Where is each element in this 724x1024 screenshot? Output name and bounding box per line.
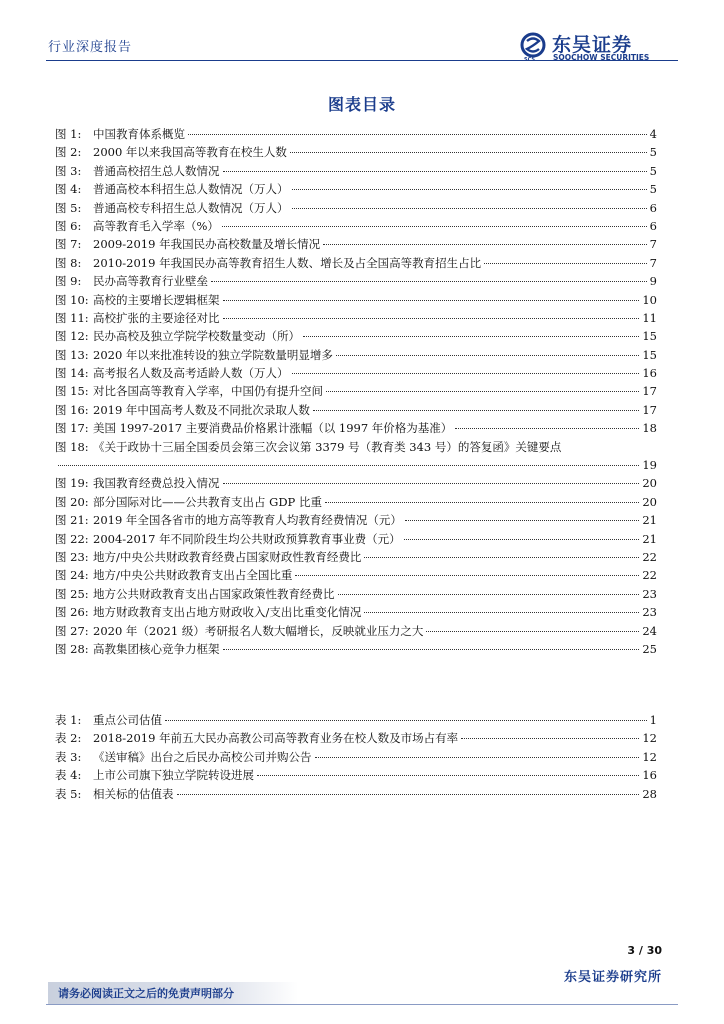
dot-leader [323, 243, 647, 245]
table-entry-number: 表 3: [55, 749, 82, 764]
figure-entry-title: 中国教育体系概览 [93, 127, 185, 141]
disclaimer-text: 请务必阅读正文之后的免责声明部分 [58, 987, 234, 1000]
figure-entry-number: 图 25: [55, 586, 89, 601]
figure-entry-label [55, 474, 220, 492]
figure-entry-page: 19 [642, 458, 657, 473]
figure-entry-page: 5 [649, 182, 657, 197]
figure-entry-page: 5 [649, 145, 657, 160]
figure-entry-number: 图 18: [55, 439, 89, 454]
figure-list [55, 125, 657, 658]
table-entry[interactable] [55, 729, 657, 747]
logo-sub-text: SCS [524, 57, 535, 63]
figure-entry-number: 图 11: [55, 310, 89, 325]
figure-entry-label [55, 364, 289, 382]
figure-entry-number: 图 28: [55, 641, 89, 656]
figure-entry-number: 图 4: [55, 182, 82, 197]
figure-entry-title: 民办高校及独立学院学校数量变动（所） [93, 329, 300, 344]
table-entry-number: 表 2: [55, 731, 82, 746]
figure-entry-number: 图 2: [55, 145, 82, 160]
figure-entry-page: 7 [649, 255, 657, 270]
dot-leader [461, 737, 639, 739]
figure-entry-label [55, 235, 320, 253]
figure-entry-page: 21 [642, 513, 657, 528]
table-entry-page: 12 [642, 731, 657, 746]
figure-entry-number: 图 10: [55, 292, 89, 307]
dot-leader [336, 354, 639, 356]
figure-entry-title: 2010-2019 年我国民办高等教育招生人数、增长及占全国高等教育招生占比 [93, 255, 482, 270]
figure-entry-continuation[interactable] [55, 456, 657, 474]
figure-entry-number: 图 7: [55, 237, 82, 252]
figure-entry-title: 2019 年全国各省市的地方高等教育人均教育经费情况（元） [93, 513, 402, 528]
figure-entry-label [55, 272, 208, 290]
table-entry-label [55, 785, 174, 803]
table-entry[interactable] [55, 748, 657, 766]
figure-entry-number: 图 20: [55, 494, 89, 509]
table-entry-page: 28 [642, 786, 657, 801]
figure-entry-label [55, 511, 402, 529]
dot-leader [165, 719, 647, 721]
dot-leader [188, 133, 647, 135]
figure-entry-number: 图 12: [55, 329, 89, 344]
dot-leader [326, 390, 639, 392]
table-entry[interactable] [55, 711, 657, 729]
figure-entry-title: 高等教育毛入学率（%） [93, 218, 219, 233]
figure-entry[interactable] [55, 143, 657, 161]
figure-entry-label [55, 493, 322, 511]
figure-entry-page: 20 [642, 494, 657, 509]
figure-entry[interactable] [55, 530, 657, 548]
figure-entry-title: 《关于政协十三届全国委员会第三次会议第 3379 号（教育类 343 号）的答复函》关键要点 [93, 439, 562, 454]
figure-entry-page: 15 [642, 347, 657, 362]
figure-entry[interactable] [55, 548, 657, 566]
figure-entry-title: 普通高校招生总人数情况 [93, 163, 220, 178]
figure-entry-page: 17 [642, 402, 657, 417]
figure-entry-title: 2019 年中国高考人数及不同批次录取人数 [93, 402, 310, 417]
figure-entry-number: 图 8: [55, 255, 82, 270]
figure-entry-label [55, 162, 220, 180]
table-entry-title: 上市公司旗下独立学院转设进展 [93, 768, 254, 783]
figure-entry-label [55, 309, 220, 327]
figure-entry-title: 2009-2019 年我国民办高校数量及增长情况 [93, 237, 321, 252]
figure-entry-page: 4 [649, 127, 657, 141]
figure-entry-number: 图 13: [55, 347, 89, 362]
figure-entry[interactable] [55, 346, 657, 364]
dot-leader [290, 151, 647, 153]
figure-entry-number: 图 14: [55, 366, 89, 381]
figure-entry-page: 25 [642, 641, 657, 656]
figure-entry-number: 图 1: [55, 127, 82, 141]
figure-entry-page: 11 [642, 310, 657, 325]
dot-leader [426, 630, 639, 632]
figure-entry-number: 图 9: [55, 274, 82, 289]
figure-entry-title: 普通高校专科招生总人数情况（万人） [93, 200, 289, 215]
figure-entry[interactable] [55, 419, 657, 437]
figure-entry-title: 2004-2017 年不同阶段生均公共财政预算教育事业费（元） [93, 531, 401, 546]
figure-entry-title: 2020 年以来批准转设的独立学院数量明显增多 [93, 347, 333, 362]
table-entry-title: 《送审稿》出台之后民办高校公司并购公告 [93, 749, 312, 764]
figure-entry-title: 地方/中央公共财政教育经费占国家财政性教育经费比 [93, 549, 362, 564]
figure-entry[interactable] [55, 162, 657, 180]
table-entry-number: 表 1: [55, 713, 82, 727]
dot-leader [325, 501, 639, 503]
dot-leader [303, 335, 639, 337]
figure-entry-label [55, 622, 423, 640]
dot-leader [58, 464, 639, 466]
figure-entry-label [55, 291, 220, 309]
figure-entry[interactable] [55, 438, 657, 456]
footer-divider [46, 1004, 678, 1005]
figure-entry-number: 图 5: [55, 200, 82, 215]
figure-entry[interactable] [55, 401, 657, 419]
figure-entry[interactable] [55, 511, 657, 529]
figure-entry-title: 高考报名人数及高考适龄人数（万人） [93, 366, 289, 381]
figure-entry-title: 地方财政教育支出占地方财政收入/支出比重变化情况 [93, 605, 362, 620]
table-entry-label [55, 711, 162, 729]
page-title: 图表目录 [327, 95, 396, 114]
figure-entry-page: 17 [642, 384, 657, 399]
figure-entry[interactable] [55, 199, 657, 217]
figure-entry-label [55, 438, 561, 456]
figure-entry-number: 图 21: [55, 513, 89, 528]
table-entry-page: 1 [649, 713, 657, 727]
figure-entry[interactable] [55, 382, 657, 400]
figure-entry[interactable] [55, 474, 657, 492]
dot-leader [292, 188, 647, 190]
figure-entry-page: 6 [649, 200, 657, 215]
dot-leader [455, 427, 639, 429]
figure-entry-title: 高校扩张的主要途径对比 [93, 310, 220, 325]
dot-leader [211, 280, 647, 282]
table-entry-page: 16 [642, 768, 657, 783]
dot-leader [257, 774, 639, 776]
figure-entry-number: 图 6: [55, 218, 82, 233]
figure-entry[interactable] [55, 309, 657, 327]
figure-entry-number: 图 24: [55, 568, 89, 583]
dot-leader [338, 593, 640, 595]
report-category: 行业深度报告 [48, 40, 133, 55]
figure-entry-label [55, 548, 361, 566]
figure-entry-page: 7 [649, 237, 657, 252]
figure-entry-title: 我国教育经费总投入情况 [93, 476, 220, 491]
page-number: 3 / 30 [627, 944, 662, 957]
figure-entry-title: 民办高等教育行业壁垒 [93, 274, 208, 289]
figure-entry-number: 图 15: [55, 384, 89, 399]
figure-entry[interactable] [55, 272, 657, 290]
figure-entry-number: 图 27: [55, 623, 89, 638]
figure-entry[interactable] [55, 125, 657, 143]
figure-entry-label [55, 603, 361, 621]
figure-entry-label [55, 143, 287, 161]
figure-entry[interactable] [55, 217, 657, 235]
figure-entry-label [55, 382, 323, 400]
figure-entry-title: 美国 1997-2017 主要消费品价格累计涨幅（以 1997 年价格为基准） [93, 421, 453, 436]
table-entry-title: 2018-2019 年前五大民办高教公司高等教育业务在校人数及市场占有率 [93, 731, 459, 746]
figure-entry-number: 图 23: [55, 549, 89, 564]
figure-entry-label [55, 327, 300, 345]
figure-entry-title: 高校的主要增长逻辑框架 [93, 292, 220, 307]
dot-leader [364, 556, 639, 558]
dot-leader [223, 648, 640, 650]
figure-entry[interactable] [55, 566, 657, 584]
table-list [55, 711, 657, 803]
figure-entry-page: 22 [642, 568, 657, 583]
figure-entry-label [55, 346, 333, 364]
figure-entry-title: 部分国际对比——公共教育支出占 GDP 比重 [93, 494, 322, 509]
table-entry-title: 重点公司估值 [93, 713, 162, 727]
figure-entry-label [55, 254, 481, 272]
dot-leader [292, 207, 647, 209]
figure-entry-label [55, 585, 335, 603]
figure-entry-title: 高教集团核心竞争力框架 [93, 641, 220, 656]
figure-entry-page: 24 [642, 623, 657, 638]
company-logo [520, 30, 680, 62]
figure-entry-page: 6 [649, 218, 657, 233]
dot-leader [223, 317, 640, 319]
figure-entry-label [55, 199, 289, 217]
figure-entry-page: 22 [642, 549, 657, 564]
table-entry[interactable] [55, 766, 657, 784]
figure-entry[interactable] [55, 585, 657, 603]
figure-entry-page: 16 [642, 366, 657, 381]
figure-entry-page: 9 [649, 274, 657, 289]
figure-entry-number: 图 3: [55, 163, 82, 178]
table-entry-label [55, 729, 458, 747]
figure-entry-page: 23 [642, 586, 657, 601]
figure-entry[interactable] [55, 493, 657, 511]
figure-entry-page: 5 [649, 163, 657, 178]
figure-entry-title: 2020 年（2021 级）考研报名人数大幅增长，反映就业压力之大 [93, 623, 424, 638]
figure-entry-label [55, 419, 452, 437]
figure-entry-label [55, 125, 185, 143]
footer-organization: 东吴证券研究所 [563, 970, 662, 985]
figure-entry[interactable] [55, 235, 657, 253]
figure-entry[interactable] [55, 327, 657, 345]
dot-leader [177, 793, 640, 795]
dot-leader [405, 519, 639, 521]
figure-entry-label [55, 401, 310, 419]
figure-entry-title: 2000 年以来我国高等教育在校生人数 [93, 145, 287, 160]
figure-entry-title: 地方/中央公共财政教育支出占全国比重 [93, 568, 293, 583]
figure-entry[interactable] [55, 603, 657, 621]
figure-entry[interactable] [55, 291, 657, 309]
dot-leader [223, 299, 640, 301]
figure-entry-label [55, 180, 289, 198]
disclaimer-band [48, 982, 298, 1004]
figure-entry[interactable] [55, 254, 657, 272]
dot-leader [223, 170, 647, 172]
dot-leader [222, 225, 647, 227]
table-entry[interactable] [55, 785, 657, 803]
dot-leader [484, 262, 647, 264]
figure-entry-page: 23 [642, 605, 657, 620]
header-divider [46, 60, 678, 61]
dot-leader [292, 372, 640, 374]
figure-entry-label [55, 566, 292, 584]
logo-mark-icon [520, 32, 546, 58]
table-entry-page: 12 [642, 749, 657, 764]
figure-entry[interactable] [55, 622, 657, 640]
figure-entry-title: 对比各国高等教育入学率，中国仍有提升空间 [93, 384, 323, 399]
figure-entry[interactable] [55, 180, 657, 198]
dot-leader [223, 482, 640, 484]
figure-entry[interactable] [55, 364, 657, 382]
figure-entry-page: 10 [642, 292, 657, 307]
figure-entry-label [55, 640, 220, 658]
table-entry-title: 相关标的估值表 [93, 786, 174, 801]
figure-entry-label [55, 217, 219, 235]
logo-chinese-name: 东吴证券 [552, 34, 633, 56]
table-entry-number: 表 5: [55, 786, 82, 801]
table-entry-number: 表 4: [55, 768, 82, 783]
figure-entry-page: 21 [642, 531, 657, 546]
figure-entry-label [55, 530, 401, 548]
logo-english-name: SOOCHOW SECURITIES [553, 53, 650, 62]
dot-leader [364, 611, 639, 613]
dot-leader [404, 538, 640, 540]
figure-entry-number: 图 22: [55, 531, 89, 546]
figure-entry-number: 图 17: [55, 421, 89, 436]
table-entry-label [55, 766, 254, 784]
figure-entry[interactable] [55, 640, 657, 658]
dot-leader [315, 756, 640, 758]
figure-entry-page: 18 [642, 421, 657, 436]
figure-entry-number: 图 26: [55, 605, 89, 620]
figure-entry-page: 15 [642, 329, 657, 344]
dot-leader [295, 574, 639, 576]
figure-entry-title: 普通高校本科招生总人数情况（万人） [93, 182, 289, 197]
dot-leader [313, 409, 639, 411]
figure-entry-number: 图 16: [55, 402, 89, 417]
figure-entry-number: 图 19: [55, 476, 89, 491]
table-entry-label [55, 748, 312, 766]
figure-entry-page: 20 [642, 476, 657, 491]
figure-entry-title: 地方公共财政教育支出占国家政策性教育经费比 [93, 586, 335, 601]
